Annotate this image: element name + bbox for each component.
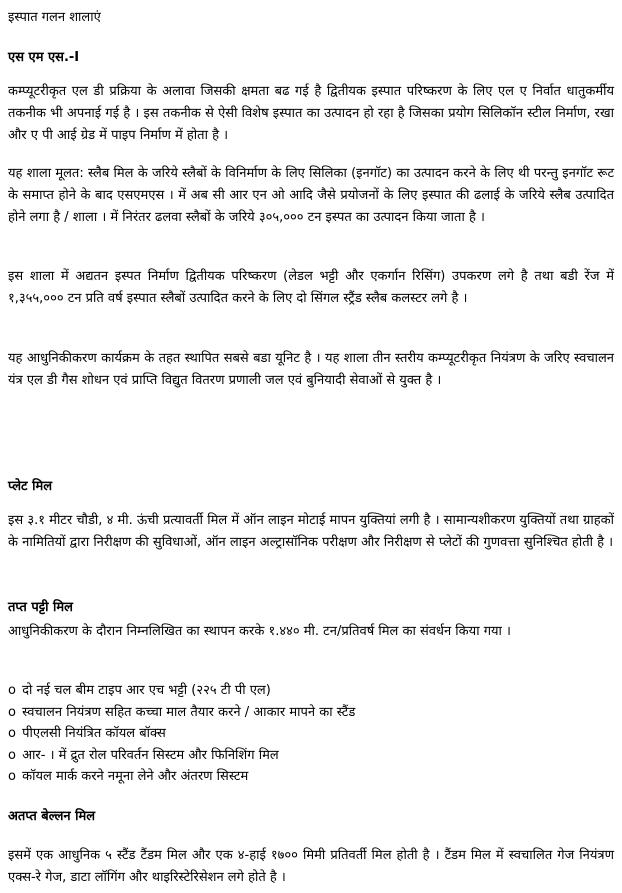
list-item: o पीएलसी नियंत्रित कॉयल बॉक्स	[8, 723, 614, 745]
list-item: o आर- । में द्रुत रोल परिवर्तन सिस्टम और फिनिशिंग मिल	[8, 745, 614, 767]
sms-paragraph-1: कम्प्यूटरीकृत एल डी प्रक्रिया के अलावा जिसकी क्षमता बढ गई है द्वितीयक इस्पात परिष्करण के लिए एल ए निर्वात धातुकर्मीय तकनीक भी अपनाई गई है । इस तकनीक से ऐसी विशेष इस्पात का उत्पादन हो रहा है जिसका प्रयोग सिलिकॉन स्टील निर्माण, रखा और ए पी आई ग्रेड में पाइप निर्माण में होता है ।	[8, 84, 614, 143]
hot-strip-mill-paragraph: आधुनिकीकरण के दौरान निम्नलिखित का स्थापन करके १.४४० मी. टन/प्रतिवर्ष मिल का संवर्धन किया गया ।	[8, 624, 511, 639]
bullet-icon: o	[8, 769, 16, 784]
cold-rolling-mill-paragraph: इसमें एक आधुनिक ५ स्टैंड टैंडम मिल और एक ४-हाई १७०० मिमी प्रतिवर्ती मिल होती है । टैंडम मिल में स्वचालित गेज नियंत्रण एक्स-रे गेज, डाटा लॉगिंग और थाइरिस्टेरिसेशन लगे होते है ।	[8, 848, 614, 885]
section-heading-sms: एस एम एस.-I	[8, 50, 80, 65]
hot-strip-mill-list	[8, 680, 614, 788]
bullet-icon: o	[8, 704, 16, 720]
sms-paragraph-3: इस शाला में अद्यतन इस्पत निर्माण द्वितीयक परिष्करण (लेडल भट्टी और एकर्गान रिसिंग) उपकरण लगे है तथा बडी रेंज में १,३५५,००० टन प्रति वर्ष इस्पात स्लैबों उत्पादित करने के लिए दो सिंगल स्ट्रैंड स्लैब कलस्टर लगे है ।	[8, 269, 614, 306]
list-item: o स्वचालन नियंत्रण सहित कच्चा माल तैयार करने / आकार मापने का स्टैंड	[8, 702, 614, 724]
section-heading-cold-rolling-mill: अतप्त बेल्लन मिल	[8, 809, 96, 824]
list-item: o कॉयल मार्क करने नमूना लेने और अंतरण सिस्टम	[8, 766, 614, 788]
section-heading-plate-mill: प्लेट मिल	[8, 479, 53, 494]
sms-paragraph-4: यह आधुनिकीकरण कार्यक्रम के तहत स्थापित सबसे बडा यूनिट है । यह शाला तीन स्तरीय कम्प्यूटरीकृत नियंत्रण के जरिए स्वचालन यंत्र एल डी गैस शोधन एवं प्राप्ति विद्युत वितरण प्रणाली जल एवं बुनियादी सेवाओं से युक्त है ।	[8, 351, 614, 388]
bullet-icon: o	[8, 726, 16, 741]
bullet-icon: o	[8, 747, 16, 763]
bullet-icon: o	[8, 683, 16, 698]
plate-mill-paragraph: इस ३.१ मीटर चौडी, ४ मी. ऊंची प्रत्यावर्ती मिल में ऑन लाइन मोटाई मापन युक्तियां लगी है । सामान्यशीकरण युक्तियों तथा ग्राहकों के नामितियों द्वारा निरीक्षण की सुविधाओं, ऑन लाइन अल्ट्रासॉनिक परीक्षण और निरीक्षण से प्लेटों की गुणवत्ता सुनिश्चित होती है ।	[8, 513, 614, 550]
page-title: इस्पात गलन शालाएं	[8, 10, 101, 25]
list-item: o दो नई चल बीम टाइप आर एच भट्टी (२२५ टी पी एल)	[8, 680, 614, 702]
sms-paragraph-2: यह शाला मूलत: स्लैब मिल के जरिये स्लैबों के विनिर्माण के लिए सिलिका (इनगॉट) का उत्पादन करने के लिए थी परन्तु इनगॉट रूट के समाप्त होने के बाद एसएमएस । में अब सी आर एन ओ आदि जैसे प्रयोजनों के लिए इस्पात की ढलाई के जरिये स्लैब उत्पादित होने लगा है / शाला । में निरंतर ढलवा स्लैबों के जरिये ३०५,००० टन इस्पत का उत्पादन किया जाता है ।	[8, 166, 614, 225]
section-heading-hot-strip-mill: तप्त पट्टी मिल	[8, 600, 73, 615]
